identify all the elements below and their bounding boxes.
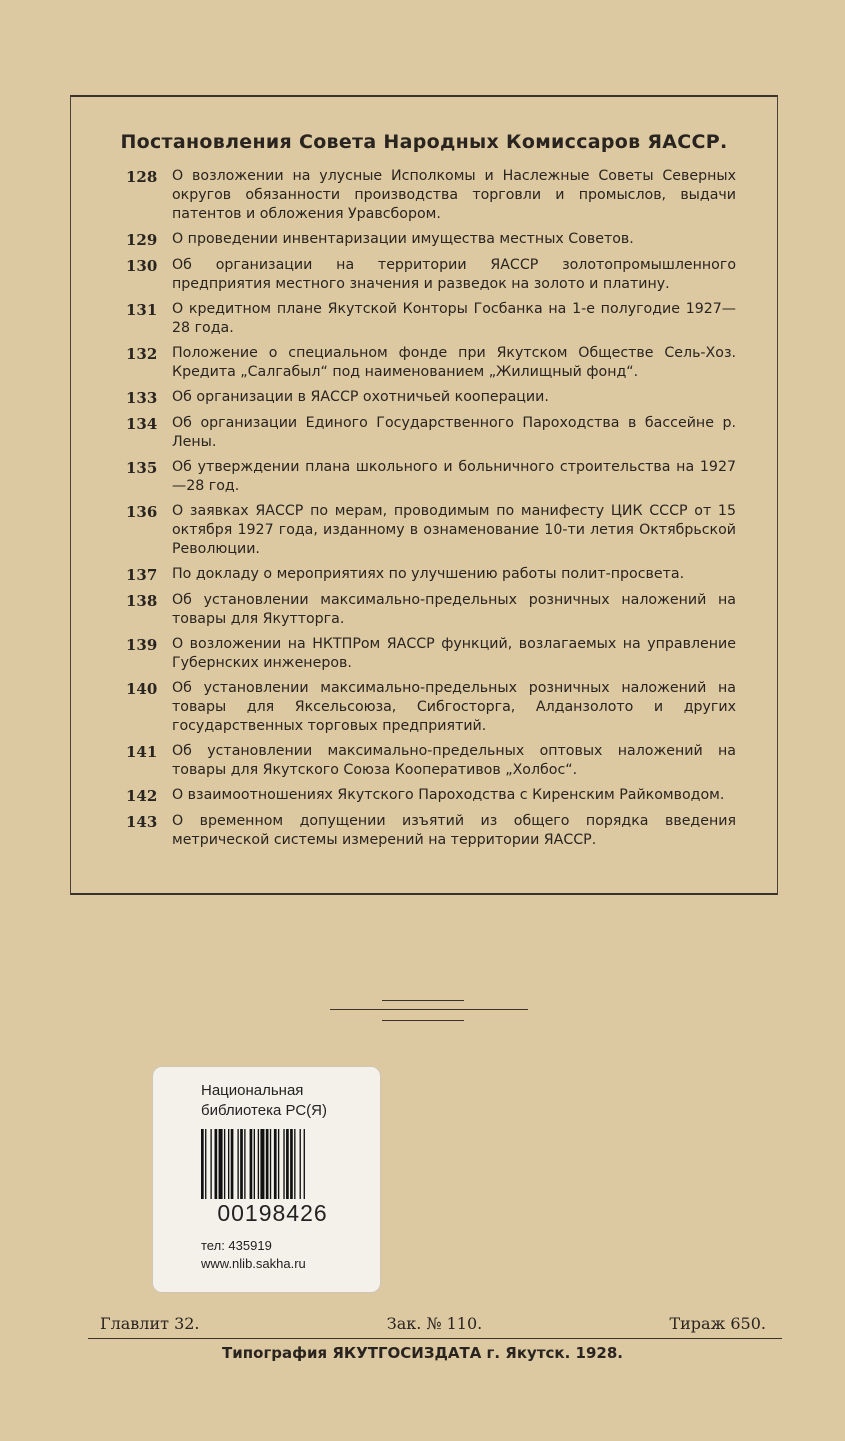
library-phone: тел: 435919 xyxy=(201,1238,272,1253)
barcode-bar xyxy=(231,1129,234,1199)
barcode-bar xyxy=(219,1129,223,1199)
contents-entry xyxy=(126,458,736,496)
barcode-bar xyxy=(224,1129,225,1199)
printer-line: Типография ЯКУТГОСИЗДАТА г. Якутск. 1928. xyxy=(222,1344,623,1362)
contents-entry xyxy=(126,388,736,408)
entry-title: Положение о специальном фонде при Якутском Обществе Сель-Хоз. Кредита „Салгабыл“ под наименованием „Жилищный фонд“. xyxy=(172,345,736,380)
entry-number: 128 xyxy=(126,168,158,186)
barcode-bar xyxy=(201,1129,204,1199)
barcode-bar xyxy=(278,1129,279,1199)
entry-number: 143 xyxy=(126,813,158,831)
order-number: Зак. № 110. xyxy=(386,1314,483,1333)
barcode-bar xyxy=(270,1129,271,1199)
page-title: Постановления Совета Народных Комиссаров ЯАССР. xyxy=(120,131,728,153)
entry-number: 129 xyxy=(126,231,158,249)
barcode-bar xyxy=(254,1129,255,1199)
entry-title: Об утверждении плана школьного и больничного строительства на 1927—28 год. xyxy=(172,459,736,494)
barcode-bar xyxy=(274,1129,277,1199)
entry-title: Об установлении максимально-предельных розничных наложений на товары для Яксельсоюза, Сибгосторга, Алданзолото и других государственных торговых предприятий. xyxy=(172,680,736,734)
contents-entry xyxy=(126,300,736,338)
entry-number: 132 xyxy=(126,345,158,363)
entry-title: О временном допущении изъятий из общего порядка введения метрической системы измерений на территории ЯАССР. xyxy=(172,813,736,848)
library-website: www.nlib.sakha.ru xyxy=(201,1256,306,1271)
barcode-bar xyxy=(210,1129,211,1199)
contents-entry xyxy=(126,167,736,224)
entry-title: О кредитном плане Якутской Конторы Госбанка на 1-е полугодие 1927—28 года. xyxy=(172,301,736,336)
entry-number: 139 xyxy=(126,636,158,654)
barcode-bar xyxy=(258,1129,259,1199)
entry-number: 138 xyxy=(126,592,158,610)
print-run: Тираж 650. xyxy=(669,1314,766,1333)
entry-title: О возложении на НКТПРом ЯАССР функций, возлагаемых на управление Губернских инженеров. xyxy=(172,636,736,671)
contents-entry xyxy=(126,812,736,850)
library-label xyxy=(153,1067,380,1292)
entry-number: 130 xyxy=(126,257,158,275)
contents-entry xyxy=(126,742,736,780)
entry-title: Об организации на территории ЯАССР золотопромышленного предприятия местного значения и разведок на золото и платину. xyxy=(172,257,736,292)
entry-title: Об организации в ЯАССР охотничьей кооперации. xyxy=(172,389,549,405)
glavlit-number: Главлит 32. xyxy=(100,1314,200,1333)
divider-top xyxy=(382,1000,464,1001)
library-name-line1: Национальная xyxy=(201,1082,304,1099)
entry-number: 140 xyxy=(126,680,158,698)
barcode-bar xyxy=(260,1129,264,1199)
barcode-bar xyxy=(237,1129,238,1199)
entry-title: О проведении инвентаризации имущества местных Советов. xyxy=(172,231,634,247)
library-contact xyxy=(201,1237,306,1273)
imprint-rule xyxy=(88,1338,782,1339)
library-name xyxy=(201,1081,327,1121)
barcode-bar xyxy=(205,1129,206,1199)
barcode-bar xyxy=(283,1129,284,1199)
entry-title: О заявках ЯАССР по мерам, проводимым по манифесту ЦИК СССР от 15 октября 1927 года, изданному в ознаменование 10-ти летия Октябрьской Революции. xyxy=(172,503,736,557)
contents-entry xyxy=(126,414,736,452)
entry-number: 131 xyxy=(126,301,158,319)
contents-entry xyxy=(126,591,736,629)
barcode-bar xyxy=(228,1129,229,1199)
entry-number: 142 xyxy=(126,787,158,805)
entry-number: 133 xyxy=(126,389,158,407)
contents-frame xyxy=(70,95,778,895)
contents-entry xyxy=(126,679,736,736)
barcode-bar xyxy=(300,1129,301,1199)
barcode-bar xyxy=(286,1129,289,1199)
entry-number: 135 xyxy=(126,459,158,477)
contents-entry xyxy=(126,786,736,806)
barcode xyxy=(201,1129,344,1199)
contents-entry xyxy=(126,635,736,673)
divider-middle xyxy=(330,1009,528,1010)
divider-bottom xyxy=(382,1020,464,1021)
entry-number: 141 xyxy=(126,743,158,761)
barcode-bar xyxy=(244,1129,245,1199)
imprint-row xyxy=(100,1314,766,1333)
barcode-bar xyxy=(240,1129,243,1199)
contents-entry xyxy=(126,344,736,382)
contents-entry xyxy=(126,230,736,250)
entry-title: Об организации Единого Государственного Пароходства в бассейне р. Лены. xyxy=(172,415,736,450)
entry-title: Об установлении максимально-предельных розничных наложений на товары для Якутторга. xyxy=(172,592,736,627)
contents-entry xyxy=(126,565,736,585)
entry-title: О взаимоотношениях Якутского Пароходства с Киренским Райкомводом. xyxy=(172,787,725,803)
barcode-number: 00198426 xyxy=(217,1200,328,1226)
entry-number: 134 xyxy=(126,415,158,433)
library-name-line2: библиотека РС(Я) xyxy=(201,1102,327,1119)
barcode-bar xyxy=(290,1129,293,1199)
entry-title: По докладу о мероприятиях по улучшению работы полит-просвета. xyxy=(172,566,685,582)
contents-entry xyxy=(126,502,736,559)
barcode-bar xyxy=(294,1129,295,1199)
contents-entry xyxy=(126,256,736,294)
entry-number: 136 xyxy=(126,503,158,521)
contents-list xyxy=(126,167,736,856)
barcode-bar xyxy=(215,1129,218,1199)
entry-title: Об установлении максимально-предельных оптовых наложений на товары для Якутского Союза Кооперативов „Холбос“. xyxy=(172,743,736,778)
entry-number: 137 xyxy=(126,566,158,584)
barcode-bar xyxy=(304,1129,305,1199)
entry-title: О возложении на улусные Исполкомы и Наслежные Советы Северных округов обязанности производства торговли и промыслов, выдачи патентов и обложения Уравсбором. xyxy=(172,168,736,222)
barcode-bar xyxy=(250,1129,253,1199)
barcode-bar xyxy=(266,1129,269,1199)
